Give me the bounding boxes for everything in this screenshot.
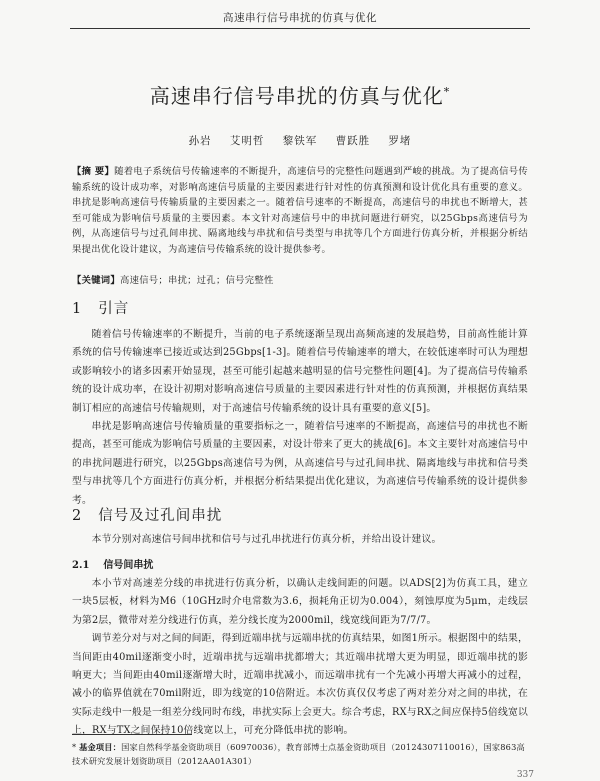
keywords [72,272,528,286]
abstract-text: 随着电子系统信号传输速率的不断提升，高速信号的完整性问题遇到严峻的挑战。为了提高信号传输系统的设计成功率，对影响高速信号质量的主要因素进行针对性的仿真预测和设计优化具有重要的意义。串扰是影响高速信号传输质量的主要因素之一。随着信号速率的不断提高，高速信号的串扰也不断增大，甚至可能成为影响信号质量的主要因素。本文针对高速信号中的串扰问题进行研究，以25Gbps高速信号为例，从高速信号与过孔间串扰、隔离地线与串扰和信号类型与串扰等几个方面进行仿真分析，并根据分析结果提出优化设计建议，为高速信号传输系统的设计提供参考。 [72,166,528,255]
intro-paragraph-2: 串扰是影响高速信号传输质量的重要指标之一，随着信号速率的不断提高，高速信号的串扰也不断提高，甚至可能成为影响信号质量的主要因素，对设计带来了更大的挑战[6]。本文主要针对高速信号中的串扰问题进行研究，以25Gbps高速信号为例，从高速信号与过孔间串扰、隔离地线与串扰和信号类型与串扰等几个方面进行仿真分析，并根据分析结果提出优化建议，为高速信号传输系统的设计提供参考。 [72,421,528,506]
footnote-label: 基金项目： [79,742,122,752]
title-footnote-mark: * [443,85,451,99]
paper-title [0,80,600,109]
footnote [72,740,528,768]
footnote-mark: * [72,742,77,752]
subsection-number: 2.1 [72,560,90,571]
section-number: 2 [72,508,83,524]
section-title: 信号及过孔间串扰 [98,508,223,524]
author-list: 孙岩 艾明哲 黎铁军 曹跃胜 罗堵 [188,135,412,147]
abstract [72,164,528,258]
introduction-body [72,326,528,510]
section2-intro [72,531,528,549]
section-number: 1 [72,301,83,317]
subsection-body [72,575,528,741]
subsection-paragraph-1: 本小节对高速差分线的串扰进行仿真分析，以确认走线间距的问题。以ADS[2]为仿真工具，建立一块5层板，材料为M6（10GHz时介电常数为3.6，损耗角正切为0.004），刻蚀厚度为5μm，走线层为第2层，微带对差分线进行仿真，差分线长度为2000mil，线宽线间距为7/7/7。 [72,578,528,626]
abstract-label: 【摘 要】 [72,166,115,177]
section-heading-introduction [72,297,129,318]
keywords-text: 高速信号；串扰；过孔；信号完整性 [120,275,274,286]
footnote-text: 国家自然科学基金资助项目（60970036），教育部博士点基金资助项目（20124307110016），国家863高技术研究发展计划资助项目（2012AA01A301） [72,742,525,766]
section2-intro-paragraph: 本节分别对高速信号间串扰和信号与过孔串扰进行仿真分析，并给出设计建议。 [91,534,442,545]
page-number: 337 [516,770,534,780]
title-text: 高速串行信号串扰的仿真与优化 [149,84,444,108]
subsection-title: 信号间串扰 [103,560,154,571]
subsection-heading-signal-crosstalk [72,556,153,571]
section-title: 引言 [98,301,130,317]
subsection-paragraph-2: 调节差分对与对之间的间距，得到近端串扰与远端串扰的仿真结果，如图1所示。根据图中的结果，当间距由40mil逐渐变小时，近端串扰与远端串扰都增大；其近端串扰增大更为明显，即近端串扰的影响更大；当间距由40mil逐渐增大时，近端串扰减小，而远端串扰有一个先减小再增大再减小的过程，减小的临界值就在70mil附近，即为线宽的10倍附近。本次仿真仅仅考虑了两对差分对之间的串扰，在实际走线中一般是一组差分线同时布线，串扰实际上会更大。综合考虑，RX与RX之间应保持5倍线宽以上，RX与TX之间保持10倍线宽以上，可充分降低串扰的影响。 [72,633,528,737]
section-heading-crosstalk [72,504,222,525]
footnote-divider [72,734,192,735]
running-header: 高速串行信号串扰的仿真与优化 [70,10,530,29]
intro-paragraph-1: 随着信号传输速率的不断提升，当前的电子系统逐渐呈现出高频高速的发展趋势，目前高性能计算系统的信号传输速率已接近或达到25Gbps[1-3]。随着信号传输速率的增大，在较低速率时可认为理想或影响较小的诸多因素开始显现，甚至可能引起越来越明显的信号完整性问题[4]。为了提高信号传输系统的设计成功率，在设计初期对影响高速信号质量的主要因素进行针对性的仿真预测，并根据仿真结果制订相应的高速信号传输规则，对于高速信号传输系统的设计具有重要的意义[5]。 [72,329,528,414]
keywords-label: 【关键词】 [72,275,120,286]
